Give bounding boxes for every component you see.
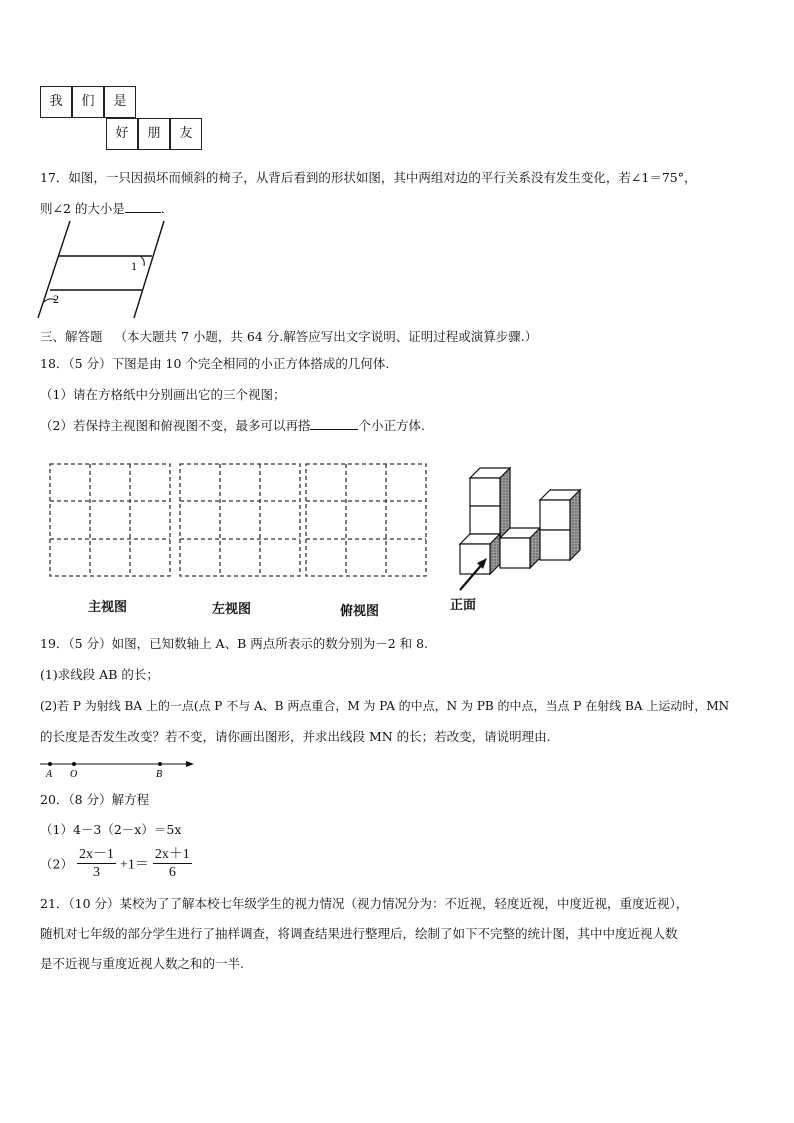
q18-part1: （1）请在方格纸中分别画出它的三个视图； (40, 387, 286, 402)
fraction-numerator: 2x＋1 (154, 847, 190, 862)
chair-right-edge (134, 221, 164, 318)
q20-equation-2 (40, 846, 192, 881)
angle1-label: 1 (131, 259, 137, 273)
left-view-caption: 左视图 (212, 602, 252, 617)
fraction-denominator: 6 (168, 865, 176, 880)
label-o: O (70, 769, 78, 780)
q20-stem: 20．（8 分）解方程 (40, 792, 150, 807)
q19-part2-line1: (2)若 P 为射线 BA 上的一点(点 P 不与 A、B 两点重合，M 为 PA 的中点，N 为 PB 的中点，当点 P 在射线 BA 上运动时，MN (40, 699, 730, 713)
angle2-label: 2 (53, 292, 59, 306)
q17-question-suffix: ． (160, 201, 174, 216)
q18-part2 (40, 417, 425, 434)
cube-stack-figure (440, 460, 590, 608)
word-cell: 们 (72, 86, 104, 118)
left-view-grid[interactable] (178, 462, 304, 580)
fraction-denominator: 3 (92, 865, 100, 880)
number-line (38, 756, 198, 780)
top-view-grid[interactable] (304, 462, 430, 580)
fraction-numerator: 2x－1 (78, 847, 114, 862)
eq2-lhs-fraction (77, 846, 116, 881)
answer-blank (310, 417, 358, 430)
q21-line2: 随机对七年级的部分学生进行了抽样调查，将调查结果进行整理后，绘制了如下不完整的统计图，其中中度近视人数 (40, 926, 678, 941)
angle1-arc (140, 256, 144, 266)
chair-parallelogram-figure (30, 218, 180, 323)
front-view-caption: 主视图 (88, 600, 128, 615)
word-cell: 朋 (138, 118, 170, 150)
section-heading (40, 329, 537, 345)
q18-part2-suffix: 个小正方体. (358, 418, 425, 433)
q19-stem: 19．（5 分）如图，已知数轴上 A、B 两点所表示的数分别为－2 和 8. (40, 636, 429, 651)
q21-line1: 21．（10 分）某校为了了解本校七年级学生的视力情况（视力情况分为：不近视，轻度近视，中度近视，重度近视）， (40, 896, 689, 911)
eq2-middle: +1＝ (119, 857, 149, 873)
point-o (72, 762, 76, 766)
answer-blank (125, 200, 161, 213)
word-cell: 友 (170, 118, 202, 150)
section-description: （本大题共 7 小题，共 64 分.解答应写出文字说明、证明过程或演算步骤.） (114, 329, 538, 344)
q19-part2-line2: 的长度是否发生改变？若不变，请你画出图形，并求出线段 MN 的长；若改变，请说明理由. (40, 729, 551, 744)
point-b (158, 762, 162, 766)
word-cell: 好 (106, 118, 138, 150)
word-cell: 我 (40, 86, 72, 118)
q17-text-line2 (40, 200, 173, 217)
top-view-caption: 俯视图 (340, 604, 380, 619)
label-a: A (46, 769, 53, 780)
point-a (48, 762, 52, 766)
q18-stem: 18．（5 分）下图是由 10 个完全相同的小正方体搭成的几何体. (40, 356, 390, 371)
q17-question-prefix: 则∠2 的大小是 (40, 201, 125, 216)
eq2-rhs-fraction (153, 846, 192, 881)
q18-part2-prefix: （2）若保持主视图和俯视图不变，最多可以再搭 (40, 418, 311, 433)
word-cell: 是 (104, 86, 136, 118)
q20-equation-1: （1）4－3（2－x）＝5x (40, 822, 182, 837)
q19-part1: (1)求线段 AB 的长； (40, 667, 159, 682)
q21-line3: 是不近视与重度近视人数之和的一半. (40, 956, 244, 971)
front-view-grid[interactable] (48, 462, 174, 580)
label-b: B (156, 769, 163, 780)
front-direction-label: 正面 (450, 598, 477, 613)
section-title: 三、解答题 (40, 329, 103, 344)
eq2-prefix: （2） (40, 856, 73, 872)
q17-text-line1: 17．如图，一只因损坏而倾斜的椅子，从背后看到的形状如图，其中两组对边的平行关系没有发生变化，若∠1＝75°， (40, 170, 697, 185)
